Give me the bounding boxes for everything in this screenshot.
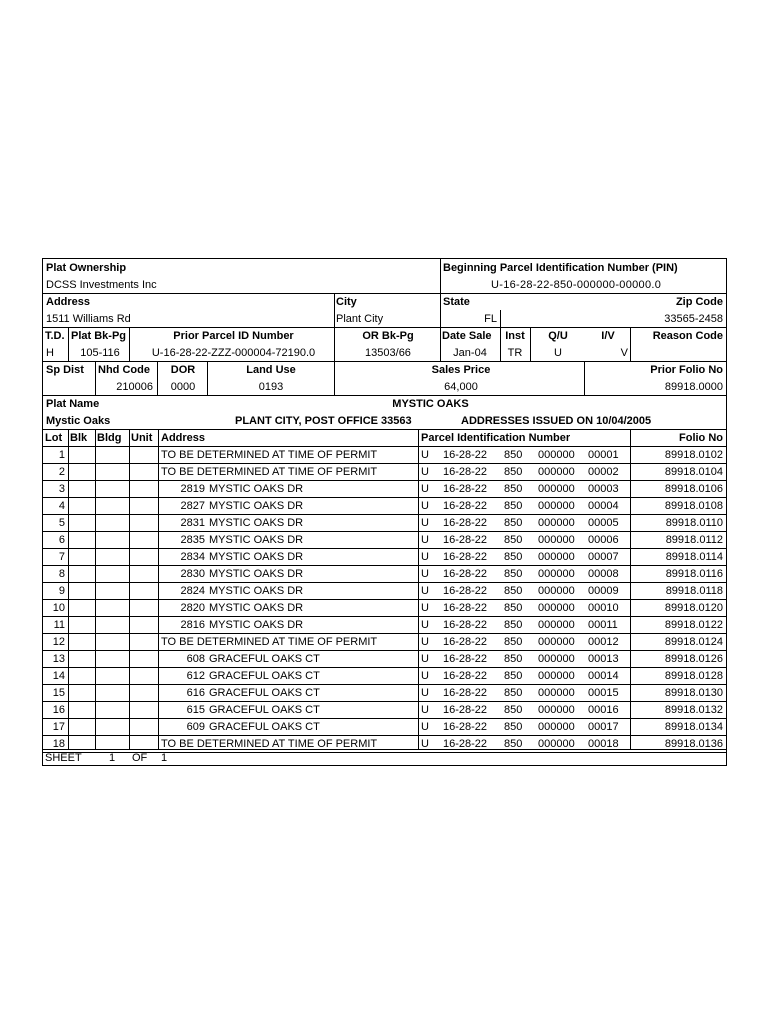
street-name: GRACEFUL OAKS CT <box>209 704 320 716</box>
parcel-block: 000000 <box>538 449 575 461</box>
parcel-section: 16-28-22 <box>443 449 488 461</box>
parcel-subdivision: 850 <box>504 500 523 512</box>
parcel-subdivision: 850 <box>504 636 523 648</box>
rule <box>630 327 631 361</box>
parcel-prefix: U <box>421 704 429 716</box>
folio-number: 89918.0122 <box>664 619 723 631</box>
lot-number: 11 <box>53 619 65 631</box>
row-rule <box>43 565 726 566</box>
parcel-subdivision: 850 <box>504 738 523 750</box>
lot-number: 17 <box>52 721 65 733</box>
street-name: GRACEFUL OAKS CT <box>209 721 320 733</box>
parcel-prefix: U <box>421 721 429 733</box>
street-name: MYSTIC OAKS DR <box>209 602 304 614</box>
street-name: TO BE DETERMINED AT TIME OF PERMIT <box>161 466 378 478</box>
parcel-section: 16-28-22 <box>443 636 488 648</box>
folio-number: 89918.0106 <box>664 483 723 495</box>
parcel-block: 000000 <box>538 534 575 546</box>
folio-number: 89918.0114 <box>665 551 723 563</box>
street-name: TO BE DETERMINED AT TIME OF PERMIT <box>161 738 378 750</box>
row-rule <box>43 582 726 583</box>
parcel-section: 16-28-22 <box>443 483 488 495</box>
platbk-value: 105-116 <box>80 347 120 359</box>
parcel-block: 000000 <box>538 704 575 716</box>
qu-label: Q/U <box>548 330 568 342</box>
parcel-prefix: U <box>421 670 429 682</box>
rule <box>530 327 531 361</box>
rule <box>157 361 158 395</box>
parcel-subdivision: 850 <box>504 704 523 716</box>
folio-number: 89918.0102 <box>664 449 723 461</box>
parcel-block: 000000 <box>538 619 575 631</box>
folio-number: 89918.0128 <box>664 670 723 682</box>
parcel-lot: 00013 <box>588 653 619 665</box>
street-name: MYSTIC OAKS DR <box>209 551 304 563</box>
priorfolio-label: Prior Folio No <box>650 364 723 376</box>
street-name: TO BE DETERMINED AT TIME OF PERMIT <box>161 449 378 461</box>
parcel-section: 16-28-22 <box>443 670 488 682</box>
parcel-prefix: U <box>421 449 429 461</box>
rule <box>334 293 335 327</box>
parcel-lot: 00004 <box>588 500 619 512</box>
rule <box>43 429 726 430</box>
rule <box>95 361 96 395</box>
parcel-prefix: U <box>421 602 429 614</box>
lot-number: 2 <box>58 466 65 478</box>
lot-number: 18 <box>52 738 65 750</box>
house-number: 2827 <box>180 500 205 512</box>
rule <box>43 293 726 294</box>
parcel-block: 000000 <box>538 602 575 614</box>
address-label: Address <box>46 296 91 308</box>
city-label: City <box>336 296 357 308</box>
parcel-section: 16-28-22 <box>443 466 488 478</box>
street-name: MYSTIC OAKS DR <box>209 483 304 495</box>
street-name: GRACEFUL OAKS CT <box>209 670 320 682</box>
pin-label: Beginning Parcel Identification Number (PIN) <box>443 262 678 274</box>
city-value: Plant City <box>336 313 384 325</box>
house-number: 2834 <box>180 551 205 563</box>
street-name: MYSTIC OAKS DR <box>209 517 304 529</box>
parcel-section: 16-28-22 <box>443 602 488 614</box>
parcel-section: 16-28-22 <box>443 687 488 699</box>
row-rule <box>43 463 726 464</box>
house-number: 2835 <box>180 534 205 546</box>
folio-number: 89918.0112 <box>665 534 723 546</box>
rule <box>68 327 69 361</box>
rule <box>43 395 726 396</box>
parcel-subdivision: 850 <box>504 517 523 529</box>
parcel-block: 000000 <box>538 551 575 563</box>
parcel-prefix: U <box>421 483 429 495</box>
dor-value: 0000 <box>170 381 196 393</box>
parcel-lot: 00015 <box>588 687 619 699</box>
datesale-value: Jan-04 <box>453 347 487 359</box>
house-number: 609 <box>186 721 205 733</box>
parcel-subdivision: 850 <box>504 551 523 563</box>
rule <box>500 327 501 361</box>
row-rule <box>43 701 726 702</box>
parcel-subdivision: 850 <box>504 483 523 495</box>
parcel-section: 16-28-22 <box>443 517 488 529</box>
spdist-label: Sp Dist <box>46 364 84 376</box>
lot-number: 16 <box>52 704 65 716</box>
platname-label: Plat Name <box>46 398 100 410</box>
parcel-block: 000000 <box>538 653 575 665</box>
parcel-prefix: U <box>421 636 429 648</box>
folio-number: 89918.0136 <box>664 738 723 750</box>
folio-number: 89918.0126 <box>664 653 723 665</box>
salesprice-label: Sales Price <box>431 364 491 376</box>
folio-number: 89918.0134 <box>664 721 723 733</box>
nhd-value: 210006 <box>116 381 153 393</box>
parcel-subdivision: 850 <box>504 619 523 631</box>
rule <box>43 361 726 362</box>
parcel-subdivision: 850 <box>504 449 523 461</box>
rule <box>334 327 335 361</box>
lot-number: 4 <box>58 500 65 512</box>
row-rule <box>43 667 726 668</box>
parcel-section: 16-28-22 <box>443 738 488 750</box>
parcel-section: 16-28-22 <box>443 721 488 733</box>
parcel-subdivision: 850 <box>504 670 523 682</box>
parcel-lot: 00016 <box>588 704 619 716</box>
parcel-section: 16-28-22 <box>443 500 488 512</box>
iv-value: V <box>620 347 628 359</box>
parcel-subdivision: 850 <box>504 602 523 614</box>
parcel-section: 16-28-22 <box>443 551 488 563</box>
rule <box>207 361 208 395</box>
col-parcel: Parcel Identification Number <box>421 432 571 444</box>
house-number: 2824 <box>180 585 205 597</box>
lot-number: 3 <box>58 483 65 495</box>
rule <box>68 429 69 749</box>
parcel-subdivision: 850 <box>504 653 523 665</box>
plat-sheet <box>42 258 727 766</box>
lot-number: 8 <box>58 568 65 580</box>
parcel-block: 000000 <box>538 568 575 580</box>
parcel-subdivision: 850 <box>504 466 523 478</box>
prior-parcel-value: U-16-28-22-ZZZ-000004-72190.0 <box>151 347 316 359</box>
td-label: T.D. <box>45 330 65 342</box>
house-number: 2819 <box>180 483 205 495</box>
parcel-prefix: U <box>421 687 429 699</box>
house-number: 615 <box>186 704 205 716</box>
parcel-prefix: U <box>421 619 429 631</box>
parcel-section: 16-28-22 <box>443 568 488 580</box>
folio-number: 89918.0110 <box>665 517 723 529</box>
parcel-lot: 00002 <box>588 466 619 478</box>
parcel-prefix: U <box>421 738 429 750</box>
rule <box>440 259 441 293</box>
parcel-lot: 00010 <box>588 602 619 614</box>
orbk-label: OR Bk-Pg <box>362 330 414 342</box>
parcel-lot: 00011 <box>588 619 618 631</box>
rule <box>440 327 441 361</box>
parcel-subdivision: 850 <box>504 721 523 733</box>
col-lot: Lot <box>45 432 63 444</box>
state-value: FL <box>484 313 497 325</box>
of-label: OF <box>132 752 148 764</box>
street-name: GRACEFUL OAKS CT <box>209 653 320 665</box>
sheet-label: SHEET <box>45 752 82 764</box>
row-rule <box>43 480 726 481</box>
lot-number: 12 <box>52 636 65 648</box>
parcel-block: 000000 <box>538 517 575 529</box>
lot-number: 7 <box>58 551 65 563</box>
parcel-section: 16-28-22 <box>443 704 488 716</box>
lot-number: 9 <box>58 585 65 597</box>
td-value: H <box>46 347 54 359</box>
parcel-subdivision: 850 <box>504 585 523 597</box>
platbk-label: Plat Bk-Pg <box>71 330 127 342</box>
lot-number: 15 <box>52 687 65 699</box>
row-rule <box>43 531 726 532</box>
nhd-label: Nhd Code <box>98 364 150 376</box>
parcel-subdivision: 850 <box>504 568 523 580</box>
rule <box>129 429 130 749</box>
plat-ownership-label: Plat Ownership <box>46 262 127 274</box>
lot-number: 14 <box>52 670 65 682</box>
col-address: Address <box>161 432 206 444</box>
row-rule <box>43 633 726 634</box>
row-rule <box>43 616 726 617</box>
orbk-value: 13503/66 <box>365 347 411 359</box>
parcel-lot: 00007 <box>588 551 619 563</box>
house-number: 612 <box>186 670 205 682</box>
parcel-block: 000000 <box>538 687 575 699</box>
parcel-lot: 00003 <box>588 483 619 495</box>
street-name: TO BE DETERMINED AT TIME OF PERMIT <box>161 636 378 648</box>
priorfolio-value: 89918.0000 <box>664 381 723 393</box>
parcel-prefix: U <box>421 534 429 546</box>
iv-label: I/V <box>601 330 615 342</box>
owner-name: DCSS Investments Inc <box>46 279 157 291</box>
parcel-lot: 00006 <box>588 534 619 546</box>
addresses-issued: ADDRESSES ISSUED ON 10/04/2005 <box>461 415 652 427</box>
zip-label: Zip Code <box>675 296 723 308</box>
owner-address: 1511 Williams Rd <box>46 313 131 325</box>
parcel-prefix: U <box>421 517 429 529</box>
platname-title: MYSTIC OAKS <box>392 398 469 410</box>
row-rule <box>43 650 726 651</box>
street-name: MYSTIC OAKS DR <box>209 534 304 546</box>
parcel-lot: 00012 <box>588 636 619 648</box>
house-number: 616 <box>186 687 205 699</box>
rule <box>630 429 631 749</box>
state-label: State <box>443 296 470 308</box>
parcel-lot: 00005 <box>588 517 619 529</box>
parcel-section: 16-28-22 <box>443 534 488 546</box>
parcel-prefix: U <box>421 585 429 597</box>
col-unit: Unit <box>131 432 153 444</box>
parcel-block: 000000 <box>538 585 575 597</box>
parcel-lot: 00017 <box>588 721 619 733</box>
house-number: 2816 <box>180 619 205 631</box>
sheet-total: 1 <box>161 752 168 764</box>
folio-number: 89918.0124 <box>664 636 723 648</box>
street-name: MYSTIC OAKS DR <box>209 500 304 512</box>
rule <box>43 327 726 328</box>
lot-number: 1 <box>58 449 65 461</box>
zip-value: 33565-2458 <box>664 313 723 325</box>
parcel-block: 000000 <box>538 738 575 750</box>
parcel-block: 000000 <box>538 466 575 478</box>
parcel-block: 000000 <box>538 670 575 682</box>
row-rule <box>43 599 726 600</box>
parcel-section: 16-28-22 <box>443 653 488 665</box>
sheet-number: 1 <box>109 752 116 764</box>
folio-number: 89918.0104 <box>664 466 723 478</box>
rule <box>129 327 130 361</box>
rule <box>158 429 159 749</box>
col-folio: Folio No <box>679 432 723 444</box>
col-bldg: Bldg <box>97 432 122 444</box>
lot-number: 13 <box>52 653 65 665</box>
parcel-prefix: U <box>421 653 429 665</box>
rule <box>418 429 419 749</box>
col-blk: Blk <box>70 432 88 444</box>
house-number: 2820 <box>180 602 205 614</box>
row-rule <box>43 735 726 736</box>
parcel-block: 000000 <box>538 636 575 648</box>
rule <box>43 446 726 447</box>
street-name: MYSTIC OAKS DR <box>209 568 304 580</box>
folio-number: 89918.0116 <box>665 568 723 580</box>
parcel-subdivision: 850 <box>504 687 523 699</box>
row-rule <box>43 548 726 549</box>
row-rule <box>43 718 726 719</box>
parcel-lot: 00001 <box>588 449 619 461</box>
rule <box>500 310 501 327</box>
folio-number: 89918.0118 <box>665 585 723 597</box>
salesprice-value: 64,000 <box>444 381 478 393</box>
rule <box>584 361 585 395</box>
folio-number: 89918.0130 <box>664 687 723 699</box>
inst-value: TR <box>507 347 523 359</box>
prior-parcel-label: Prior Parcel ID Number <box>173 330 294 342</box>
parcel-block: 000000 <box>538 500 575 512</box>
house-number: 2830 <box>180 568 205 580</box>
rule <box>43 749 726 750</box>
inst-label: Inst <box>505 330 525 342</box>
landuse-value: 0193 <box>258 381 284 393</box>
row-rule <box>43 497 726 498</box>
parcel-lot: 00018 <box>588 738 619 750</box>
rule <box>334 361 335 395</box>
parcel-subdivision: 850 <box>504 534 523 546</box>
pin-value: U-16-28-22-850-000000-00000.0 <box>491 279 662 291</box>
row-rule <box>43 514 726 515</box>
parcel-lot: 00014 <box>588 670 619 682</box>
rule <box>440 293 441 327</box>
lot-number: 10 <box>52 602 65 614</box>
parcel-block: 000000 <box>538 721 575 733</box>
street-name: MYSTIC OAKS DR <box>209 619 304 631</box>
parcel-prefix: U <box>421 551 429 563</box>
street-name: GRACEFUL OAKS CT <box>209 687 320 699</box>
lot-number: 5 <box>58 517 65 529</box>
street-name: MYSTIC OAKS DR <box>209 585 304 597</box>
parcel-lot: 00008 <box>588 568 619 580</box>
post-office: PLANT CITY, POST OFFICE 33563 <box>235 415 412 427</box>
reason-label: Reason Code <box>652 330 723 342</box>
rule <box>95 429 96 749</box>
landuse-label: Land Use <box>246 364 296 376</box>
folio-number: 89918.0120 <box>664 602 723 614</box>
house-number: 608 <box>186 653 205 665</box>
parcel-section: 16-28-22 <box>443 585 488 597</box>
parcel-block: 000000 <box>538 483 575 495</box>
row-rule <box>43 684 726 685</box>
dor-label: DOR <box>170 364 196 376</box>
parcel-prefix: U <box>421 500 429 512</box>
lot-number: 6 <box>58 534 65 546</box>
parcel-lot: 00009 <box>588 585 619 597</box>
folio-number: 89918.0108 <box>664 500 723 512</box>
parcel-prefix: U <box>421 466 429 478</box>
house-number: 2831 <box>180 517 205 529</box>
platname-value: Mystic Oaks <box>46 415 111 427</box>
datesale-label: Date Sale <box>442 330 492 342</box>
qu-value: U <box>554 347 562 359</box>
parcel-section: 16-28-22 <box>443 619 488 631</box>
folio-number: 89918.0132 <box>664 704 723 716</box>
parcel-prefix: U <box>421 568 429 580</box>
